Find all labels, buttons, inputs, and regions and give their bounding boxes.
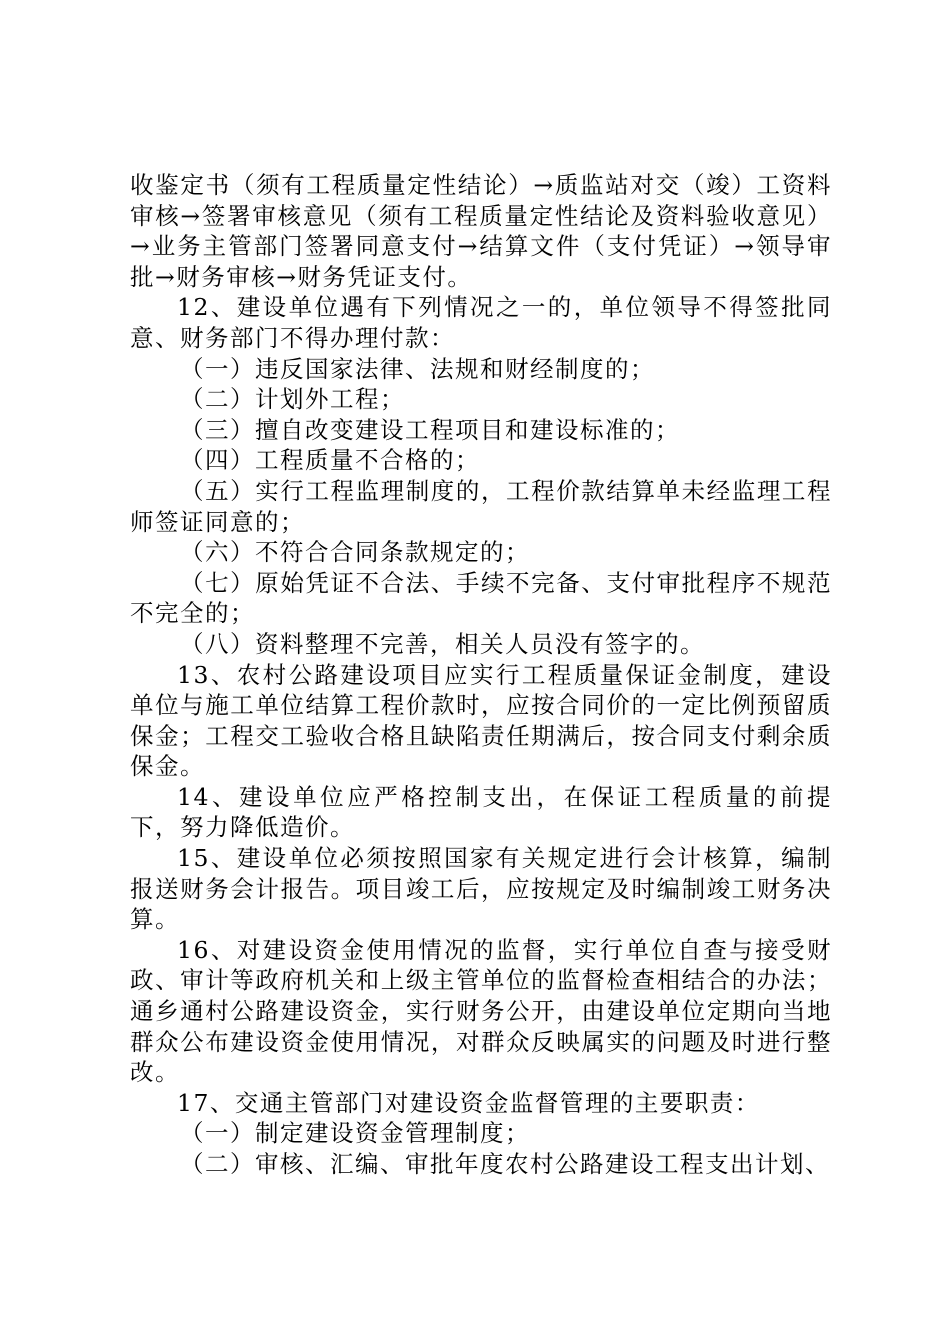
list-item-17-2: （二）审核、汇编、审批年度农村公路建设工程支出计划、 bbox=[180, 1150, 830, 1178]
paragraph-clause-13: 13、农村公路建设项目应实行工程质量保证金制度，建设单位与施工单位结算工程价款时，应按合同价的一定比例预留质保金；工程交工验收合格且缺陷责任期满后，按合同支付剩余质保金。 bbox=[130, 660, 832, 781]
list-item-6: （六）不符合合同条款规定的； bbox=[180, 538, 530, 567]
list-item-4: （四）工程质量不合格的； bbox=[180, 446, 480, 475]
paragraph-continuation: 收鉴定书（须有工程质量定性结论）→质监站对交（竣）工资料审核→签署审核意见（须有工程质量定性结论及资料验收意见）→业务主管部门签署同意支付→结算文件（支付凭证）→领导审批→财务审核→财务凭证支付。 bbox=[130, 171, 832, 291]
document-body bbox=[130, 170, 832, 1180]
paragraph-clause-17: 17、交通主管部门对建设资金监督管理的主要职责： bbox=[177, 1088, 760, 1117]
paragraph-clause-14: 14、建设单位应严格控制支出，在保证工程质量的前提下，努力降低造价。 bbox=[130, 782, 832, 842]
list-item-17-1: （一）制定建设资金管理制度； bbox=[180, 1119, 530, 1148]
paragraph-clause-12: 12、建设单位遇有下列情况之一的，单位领导不得签批同意、财务部门不得办理付款： bbox=[130, 293, 832, 352]
list-item-5: （五）实行工程监理制度的，工程价款结算单未经监理工程师签证同意的； bbox=[130, 476, 832, 536]
paragraph-clause-15: 15、建设单位必须按照国家有关规定进行会计核算，编制报送财务会计报告。项目竣工后，应按规定及时编制竣工财务决算。 bbox=[130, 844, 832, 934]
list-item-1: （一）违反国家法律、法规和财经制度的； bbox=[180, 354, 655, 383]
list-item-2: （二）计划外工程； bbox=[180, 385, 405, 414]
list-item-8: （八）资料整理不完善，相关人员没有签字的。 bbox=[180, 629, 705, 658]
list-item-3: （三）擅自改变建设工程项目和建设标准的； bbox=[180, 415, 680, 444]
list-item-7: （七）原始凭证不合法、手续不完备、支付审批程序不规范不完全的； bbox=[130, 568, 832, 628]
paragraph-clause-16: 16、对建设资金使用情况的监督，实行单位自查与接受财政、审计等政府机关和上级主管单位的监督检查相结合的办法；通乡通村公路建设资金，实行财务公开，由建设单位定期向当地群众公布建设资金使用情况，对群众反映属实的问题及时进行整改。 bbox=[130, 935, 832, 1087]
